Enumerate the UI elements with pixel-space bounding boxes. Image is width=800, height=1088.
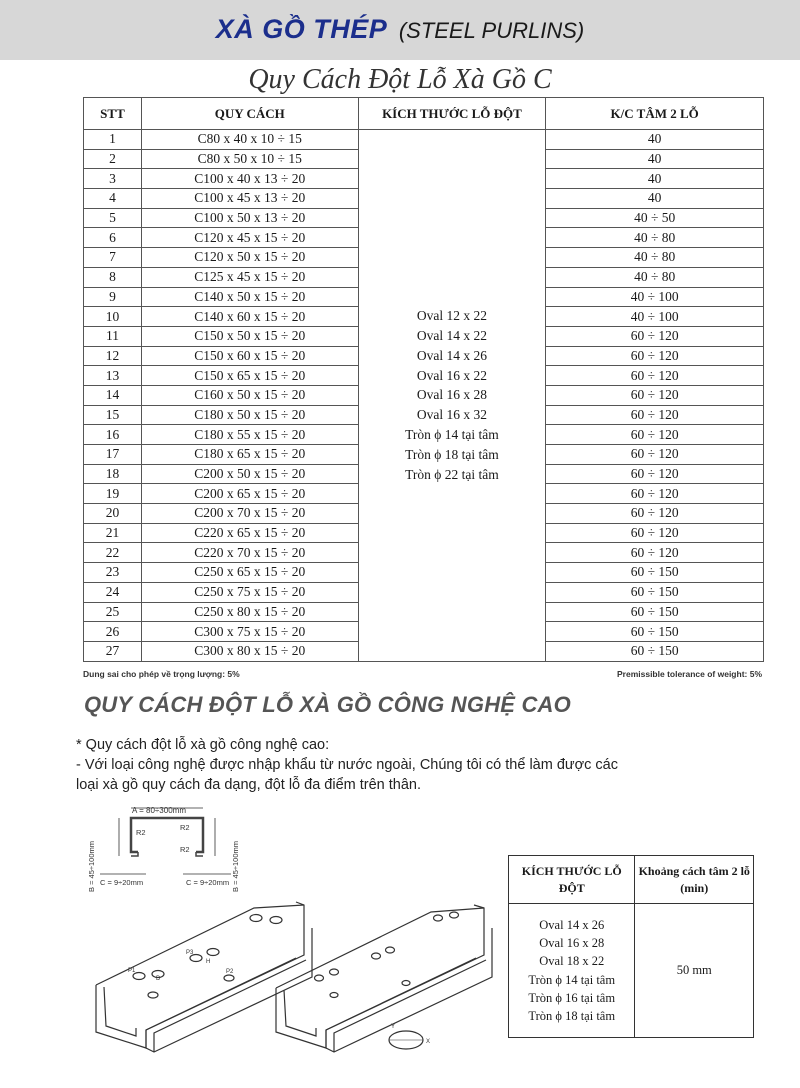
cell-stt: 18 — [84, 464, 142, 484]
hole-size-item: Tròn ϕ 14 tại tâm — [405, 426, 499, 442]
cell-spec: C150 x 50 x 15 ÷ 20 — [141, 326, 358, 346]
cell-distance: 40 ÷ 80 — [546, 248, 764, 268]
dim-b-right-label: B = 45÷100mm — [231, 840, 240, 892]
cell-stt: 7 — [84, 248, 142, 268]
hole-size-item: Oval 16 x 28 — [416, 387, 488, 403]
cell-distance: 60 ÷ 120 — [546, 445, 764, 465]
cell-spec: C125 x 45 x 15 ÷ 20 — [141, 267, 358, 287]
cell-spec: C220 x 70 x 15 ÷ 20 — [141, 543, 358, 563]
cell-stt: 21 — [84, 523, 142, 543]
tolerance-note-en: Premissible tolerance of weight: 5% — [616, 669, 762, 679]
cell-distance: 60 ÷ 150 — [546, 582, 764, 602]
hitech-size-item: Tròn ϕ 18 tại tâm — [528, 1008, 616, 1023]
dim-c-left-label: C = 9÷20mm — [100, 878, 144, 887]
cell-stt: 2 — [84, 149, 142, 169]
header-banner — [0, 0, 800, 60]
title-sub: (STEEL PURLINS) — [398, 18, 585, 43]
cell-spec: C180 x 50 x 15 ÷ 20 — [141, 405, 358, 425]
cell-distance: 60 ÷ 150 — [546, 641, 764, 661]
spec-table-header-row — [84, 98, 764, 130]
hole-label-d: D — [156, 976, 161, 982]
cell-distance: 60 ÷ 150 — [546, 563, 764, 583]
cell-spec: C140 x 50 x 15 ÷ 20 — [141, 287, 358, 307]
radius-label: R2 — [136, 828, 146, 837]
hitech-size-item: Oval 16 x 28 — [539, 936, 605, 951]
cross-section-diagram — [87, 806, 240, 892]
radius-label: R2 — [180, 845, 190, 854]
cell-distance: 60 ÷ 120 — [546, 543, 764, 563]
cell-distance: 60 ÷ 120 — [546, 523, 764, 543]
hole-size-list — [358, 130, 546, 662]
header-distance: K/C TÂM 2 LỖ — [546, 98, 764, 130]
cell-distance: 60 ÷ 120 — [546, 504, 764, 524]
description-line: * Quy cách đột lỗ xà gồ công nghệ cao: — [76, 737, 330, 753]
hitech-size-item: Tròn ϕ 16 tại tâm — [528, 990, 616, 1005]
hitech-distance-value: 50 mm — [635, 904, 754, 1038]
cell-spec: C250 x 75 x 15 ÷ 20 — [141, 582, 358, 602]
cell-distance: 40 — [546, 189, 764, 209]
cell-distance: 40 ÷ 100 — [546, 287, 764, 307]
dim-b-left-label: B = 45÷100mm — [87, 840, 96, 892]
purlin-3d-left — [96, 902, 312, 1052]
hole-size-item: Oval 16 x 32 — [416, 407, 488, 423]
hitech-size-item: Oval 14 x 26 — [539, 917, 605, 932]
hitech-header-size: KÍCH THƯỚC LỖ ĐỘT — [509, 856, 635, 904]
cell-spec: C80 x 40 x 10 ÷ 15 — [141, 130, 358, 150]
hole-label-p1: P1 — [128, 968, 136, 974]
title-main: XÀ GỒ THÉP — [215, 14, 388, 44]
cell-distance: 60 ÷ 120 — [546, 405, 764, 425]
cell-distance: 60 ÷ 120 — [546, 385, 764, 405]
cell-spec: C160 x 50 x 15 ÷ 20 — [141, 385, 358, 405]
hitech-size-item: Oval 18 x 22 — [539, 954, 605, 969]
cell-spec: C120 x 45 x 15 ÷ 20 — [141, 228, 358, 248]
cell-distance: 60 ÷ 120 — [546, 326, 764, 346]
cell-spec: C80 x 50 x 10 ÷ 15 — [141, 149, 358, 169]
dim-a-label: A = 80÷300mm — [132, 806, 186, 815]
cell-spec: C300 x 75 x 15 ÷ 20 — [141, 622, 358, 642]
cell-distance: 60 ÷ 120 — [546, 346, 764, 366]
description — [76, 735, 618, 795]
cell-stt: 17 — [84, 445, 142, 465]
header-spec: QUY CÁCH — [141, 98, 358, 130]
cell-spec: C220 x 65 x 15 ÷ 20 — [141, 523, 358, 543]
table-row — [84, 130, 764, 150]
cell-spec: C120 x 50 x 15 ÷ 20 — [141, 248, 358, 268]
description-line: loại xà gồ quy cách đa dạng, đột lỗ đa điểm trên thân. — [76, 777, 422, 793]
cell-stt: 1 — [84, 130, 142, 150]
hole-size-item: Oval 16 x 22 — [416, 367, 488, 383]
cell-spec: C200 x 50 x 15 ÷ 20 — [141, 464, 358, 484]
cell-stt: 9 — [84, 287, 142, 307]
cell-stt: 19 — [84, 484, 142, 504]
cell-spec: C200 x 65 x 15 ÷ 20 — [141, 484, 358, 504]
hitech-size-item: Tròn ϕ 14 tại tâm — [528, 972, 616, 987]
hole-size-item: Tròn ϕ 18 tại tâm — [405, 446, 499, 462]
cell-stt: 16 — [84, 425, 142, 445]
cell-distance: 40 — [546, 169, 764, 189]
cell-distance: 60 ÷ 120 — [546, 425, 764, 445]
hole-size-item: Oval 14 x 22 — [416, 327, 488, 343]
hole-label-p2: P2 — [226, 969, 234, 975]
header-stt: STT — [84, 98, 142, 130]
description-line: - Với loại công nghệ được nhập khẩu từ nước ngoài, Chúng tôi có thể làm được các — [76, 757, 618, 773]
hole-size-item: Oval 14 x 26 — [416, 347, 488, 363]
hole-size-item: Tròn ϕ 22 tại tâm — [405, 466, 499, 482]
cell-stt: 13 — [84, 366, 142, 386]
cell-distance: 60 ÷ 120 — [546, 464, 764, 484]
section-title: QUY CÁCH ĐỘT LỖ XÀ GỒ CÔNG NGHỆ CAO — [84, 692, 571, 717]
cell-spec: C150 x 60 x 15 ÷ 20 — [141, 346, 358, 366]
cell-spec: C180 x 65 x 15 ÷ 20 — [141, 445, 358, 465]
cell-spec: C100 x 45 x 13 ÷ 20 — [141, 189, 358, 209]
cell-stt: 6 — [84, 228, 142, 248]
cell-distance: 40 — [546, 130, 764, 150]
cell-stt: 4 — [84, 189, 142, 209]
cell-stt: 26 — [84, 622, 142, 642]
hole-label-h: H — [206, 959, 211, 965]
cell-distance: 60 ÷ 120 — [546, 366, 764, 386]
cell-spec: C100 x 50 x 13 ÷ 20 — [141, 208, 358, 228]
cell-spec: C250 x 65 x 15 ÷ 20 — [141, 563, 358, 583]
tolerance-note-vi: Dung sai cho phép về trọng lượng: 5% — [83, 669, 240, 679]
cell-stt: 8 — [84, 267, 142, 287]
cell-spec: C100 x 40 x 13 ÷ 20 — [141, 169, 358, 189]
cell-stt: 10 — [84, 307, 142, 327]
cell-spec: C200 x 70 x 15 ÷ 20 — [141, 504, 358, 524]
spec-table-body — [84, 130, 764, 662]
cell-stt: 14 — [84, 385, 142, 405]
page-title — [0, 14, 800, 45]
purlin-drawing — [76, 800, 506, 1080]
cell-stt: 12 — [84, 346, 142, 366]
cell-spec: C150 x 65 x 15 ÷ 20 — [141, 366, 358, 386]
cell-spec: C300 x 80 x 15 ÷ 20 — [141, 641, 358, 661]
cell-distance: 40 ÷ 100 — [546, 307, 764, 327]
oval-dim-x: X — [426, 1039, 431, 1045]
radius-label: R2 — [180, 823, 190, 832]
table-title: Quy Cách Đột Lỗ Xà Gồ C — [248, 64, 552, 95]
cell-distance: 60 ÷ 150 — [546, 622, 764, 642]
cell-spec: C250 x 80 x 15 ÷ 20 — [141, 602, 358, 622]
cell-stt: 27 — [84, 641, 142, 661]
cell-distance: 40 ÷ 80 — [546, 267, 764, 287]
cell-stt: 25 — [84, 602, 142, 622]
hole-label-p3: P3 — [186, 950, 194, 956]
hitech-hole-table — [508, 855, 754, 1038]
cell-distance: 60 ÷ 150 — [546, 602, 764, 622]
oval-dim-y: Y — [391, 1024, 396, 1030]
cell-spec: C140 x 60 x 15 ÷ 20 — [141, 307, 358, 327]
cell-distance: 40 ÷ 80 — [546, 228, 764, 248]
hole-size-item: Oval 12 x 22 — [416, 308, 488, 324]
cell-stt: 24 — [84, 582, 142, 602]
cell-stt: 15 — [84, 405, 142, 425]
cell-stt: 11 — [84, 326, 142, 346]
spec-table — [83, 97, 764, 662]
cell-distance: 40 — [546, 149, 764, 169]
cell-distance: 60 ÷ 120 — [546, 484, 764, 504]
hitech-size-list — [509, 904, 635, 1038]
cell-stt: 5 — [84, 208, 142, 228]
cell-distance: 40 ÷ 50 — [546, 208, 764, 228]
hitech-header-distance: Khoảng cách tâm 2 lỗ (min) — [635, 856, 754, 904]
cell-stt: 22 — [84, 543, 142, 563]
cell-stt: 23 — [84, 563, 142, 583]
cell-stt: 20 — [84, 504, 142, 524]
cell-stt: 3 — [84, 169, 142, 189]
header-hole-size: KÍCH THƯỚC LỖ ĐỘT — [358, 98, 546, 130]
dim-c-right-label: C = 9÷20mm — [186, 878, 230, 887]
cell-spec: C180 x 55 x 15 ÷ 20 — [141, 425, 358, 445]
